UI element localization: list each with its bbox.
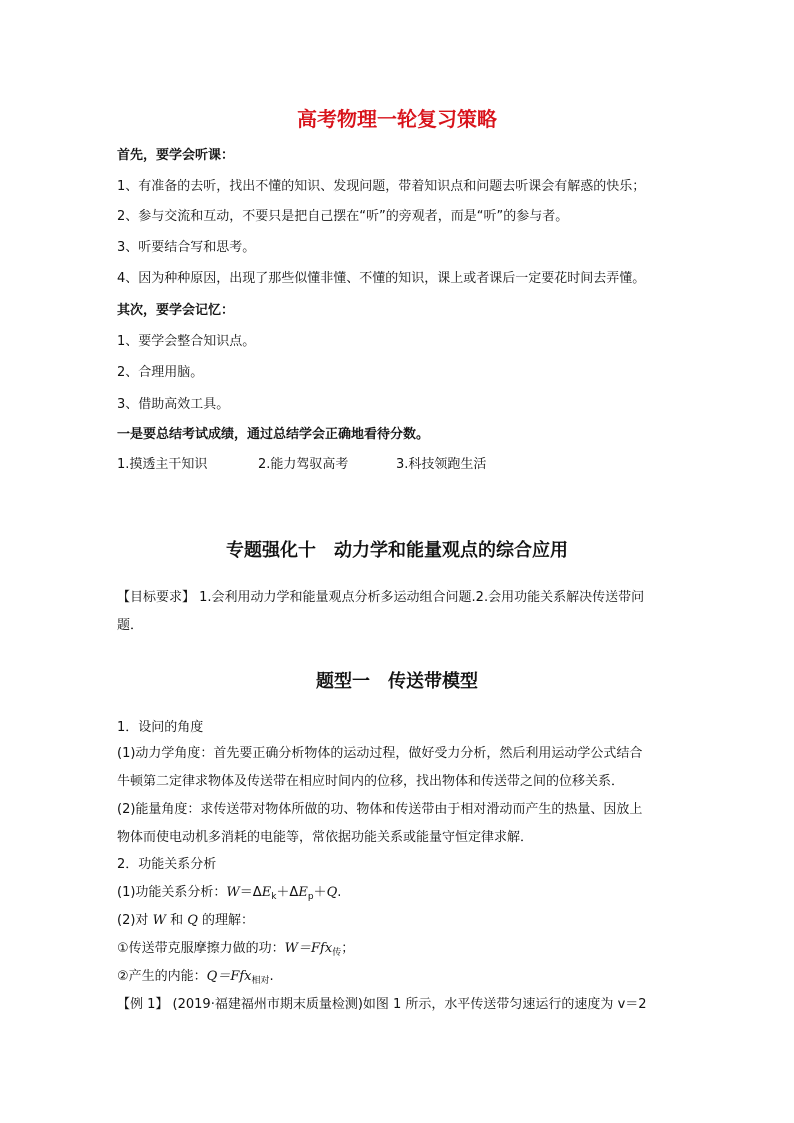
part2-heading: 2．功能关系分析 xyxy=(117,857,217,872)
understanding-prefix: (2)对 xyxy=(117,913,153,928)
understanding-Q: Q xyxy=(187,913,198,928)
formula-plus2: ＋ xyxy=(313,885,327,900)
objectives-line-1: 【目标要求】 1.会利用动力学和能量观点分析多运动组合问题.2.会用功能关系解决传送带问 xyxy=(117,590,645,605)
formula-Q: Q xyxy=(326,885,338,900)
part1-line-1: (1)动力学角度：首先要正确分析物体的运动过程，做好受力分析，然后利用运动学公式结合 xyxy=(117,746,643,761)
heat-formula: Q＝Ffx xyxy=(206,969,252,984)
section2-item-1: 1、要学会整合知识点。 xyxy=(117,334,256,349)
understanding-mid: 和 xyxy=(165,913,188,928)
work-end: ； xyxy=(341,941,355,956)
understanding-suffix: 的理解： xyxy=(197,913,255,928)
part1-line-4: 物体而使电动机多消耗的电能等，常依据功能关系或能量守恒定律求解． xyxy=(117,830,534,845)
work-item xyxy=(117,940,354,962)
formula-sub-k: k xyxy=(271,892,277,902)
section1-heading: 首先，要学会听课： xyxy=(117,148,235,163)
section1-item-2: 2、参与交流和互动，不要只是把自己摆在“听”的旁观者，而是“听”的参与者。 xyxy=(117,209,569,224)
formula-eq: ＝Δ xyxy=(239,885,262,900)
understanding-line xyxy=(117,912,254,930)
objectives-line-2: 题． xyxy=(117,618,144,633)
tool-item-1: 1.摸透主干知识 xyxy=(117,457,208,472)
tool-item-2: 2.能力驾驭高考 xyxy=(258,457,349,472)
type-title: 题型一 传送带模型 xyxy=(316,671,478,692)
formula-E2: E xyxy=(298,885,308,900)
formula-dot: . xyxy=(337,885,342,900)
section2-item-2: 2、合理用脑。 xyxy=(117,365,204,380)
formula-prefix: (1)功能关系分析： xyxy=(117,885,227,900)
topic-title: 专题强化十 动力学和能量观点的综合应用 xyxy=(226,540,568,561)
heat-item xyxy=(117,968,274,990)
part1-line-3: (2)能量角度：求传送带对物体所做的功、物体和传送带由于相对滑动而产生的热量、因放上 xyxy=(117,802,643,817)
heat-end: . xyxy=(269,969,274,984)
formula-line xyxy=(117,884,341,906)
heat-prefix: ②产生的内能： xyxy=(117,969,207,984)
formula-E1: E xyxy=(261,885,272,900)
section1-item-4: 4、因为种种原因，出现了那些似懂非懂、不懂的知识，课上或者课后一定要花时间去弄懂。 xyxy=(117,271,646,286)
work-prefix: ①传送带克服摩擦力做的功： xyxy=(117,941,285,956)
formula-sub-p: p xyxy=(307,892,314,902)
section2-heading: 其次，要学会记忆： xyxy=(117,303,235,318)
part1-line-2: 牛顿第二定律求物体及传送带在相应时间内的位移，找出物体和传送带之间的位移关系． xyxy=(117,774,625,789)
understanding-W: W xyxy=(152,913,166,928)
section1-item-3: 3、听要结合写和思考。 xyxy=(117,240,256,255)
main-title: 高考物理一轮复习策略 xyxy=(297,107,497,131)
tool-item-3: 3.科技领跑生活 xyxy=(396,457,487,472)
part1-heading: 1．设问的角度 xyxy=(117,720,204,735)
section1-item-1: 1、有准备的去听，找出不懂的知识、发现问题，带着知识点和问题去听课会有解惑的快乐； xyxy=(117,179,646,194)
work-formula: W＝Ffx xyxy=(284,941,333,956)
formula-plus1: ＋Δ xyxy=(276,885,299,900)
section2-item-3: 3、借助高效工具。 xyxy=(117,397,230,412)
formula-W: W xyxy=(226,885,240,900)
work-sub: 传 xyxy=(332,948,342,958)
summary-line: 一是要总结考试成绩，通过总结学会正确地看待分数。 xyxy=(117,427,430,442)
example-1: 【例 1】 (2019·福建福州市期末质量检测)如图 1 所示，水平传送带匀速运行的速度为 v＝2 xyxy=(117,997,647,1012)
heat-sub: 相对 xyxy=(251,976,270,986)
